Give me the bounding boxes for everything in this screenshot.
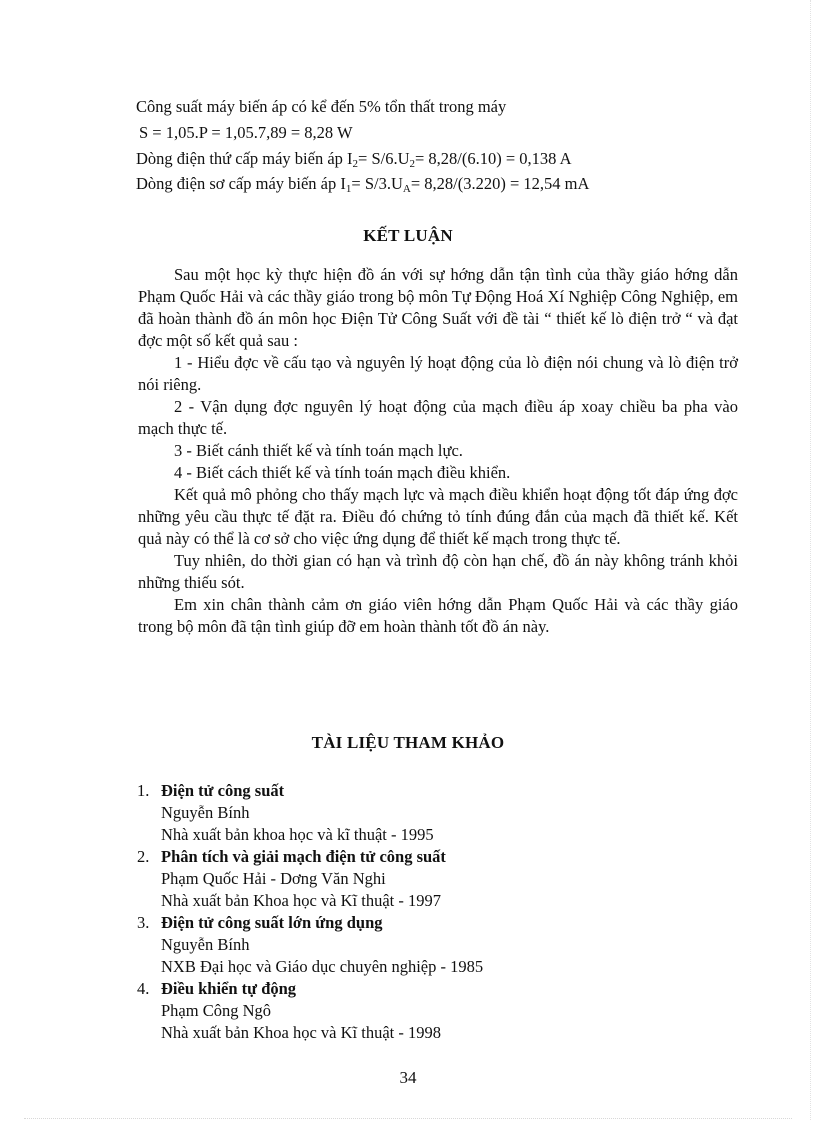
formula-text: = S/3.U: [351, 174, 403, 193]
page-right-divider: [810, 0, 811, 1120]
conclusion-paragraph: Tuy nhiên, do thời gian có hạn và trình độ còn hạn chế, đồ án này không tránh khỏi những thiếu sót.: [138, 551, 738, 592]
formula-power-description: Công suất máy biến áp có kể đến 5% tổn thất trong máy: [136, 97, 507, 116]
conclusion-paragraph: Sau một học kỳ thực hiện đồ án với sự hớng dẫn tận tình của thầy giáo hớng dẫn Phạm Quốc Hải và các thầy giáo trong bộ môn Tự Động Hoá Xí Nghiệp Công Nghiệp, em đã hoàn thành đồ án môn học Điện Tử Công Suất với đề tài “ thiết kế lò điện trở “ và đạt đợc một số kết quả sau :: [138, 265, 738, 350]
reference-title: Điện tử công suất lớn ứng dụng: [161, 913, 383, 932]
reference-author: Phạm Công Ngô: [161, 1001, 272, 1020]
conclusion-heading: KẾT LUẬN: [363, 226, 453, 245]
formula-apparent-power: S = 1,05.P = 1,05.7,89 = 8,28 W: [139, 123, 353, 142]
conclusion-paragraph: 4 - Biết cách thiết kế và tính toán mạch điều khiển.: [174, 463, 511, 482]
reference-item: [137, 780, 737, 846]
formula-text: = S/6.U: [358, 149, 410, 168]
formula-text: Dòng điện thứ cấp máy biến áp I: [136, 149, 353, 168]
reference-author: Nguyễn Bính: [161, 935, 250, 954]
reference-author: Nguyễn Bính: [161, 803, 250, 822]
formula-secondary-current: [136, 148, 746, 170]
formula-text: = 8,28/(3.220) = 12,54 mA: [410, 174, 590, 193]
formula-subscript: A: [402, 183, 411, 195]
reference-number: 2.: [137, 847, 150, 866]
references-heading: TÀI LIỆU THAM KHẢO: [311, 733, 505, 752]
conclusion-body: [138, 264, 738, 638]
page-number: 34: [399, 1068, 417, 1087]
reference-title: Điện tử công suất: [161, 781, 285, 800]
formula-text: = 8,28/(6.10) = 0,138 A: [415, 149, 572, 168]
conclusion-paragraph: Kết quả mô phỏng cho thấy mạch lực và mạch điều khiển hoạt động tốt đáp ứng đợc những yêu cầu thực tế đặt ra. Điều đó chứng tỏ tính đúng đắn của mạch đã thiết kế. Kết quả này có thể là cơ sở cho việc ứng dụng để thiết kế mạch trong thực tế.: [138, 485, 738, 548]
reference-author: Phạm Quốc Hải - Dơng Văn Nghi: [161, 869, 386, 888]
reference-publisher: Nhà xuất bản Khoa học và Kĩ thuật - 1997: [161, 891, 441, 910]
reference-item: [137, 846, 737, 912]
formula-subscript: 1: [345, 183, 352, 195]
conclusion-paragraph: Em xin chân thành cảm ơn giáo viên hớng dẫn Phạm Quốc Hải và các thầy giáo trong bộ môn đã tận tình giúp đỡ em hoàn thành tốt đồ án này.: [138, 595, 738, 636]
reference-item: [137, 912, 737, 978]
conclusion-paragraph: 3 - Biết cánh thiết kế và tính toán mạch lực.: [174, 441, 463, 460]
reference-number: 3.: [137, 913, 150, 932]
references-list: [137, 780, 737, 1044]
reference-title: Điều khiển tự động: [161, 979, 297, 998]
reference-item: [137, 978, 737, 1044]
page-bottom-divider: [24, 1118, 792, 1119]
reference-publisher: Nhà xuất bản khoa học và kĩ thuật - 1995: [161, 825, 434, 844]
reference-title: Phân tích và giải mạch điện tử công suất: [161, 847, 446, 866]
formula-text: Dòng điện sơ cấp máy biến áp I: [136, 174, 346, 193]
conclusion-paragraph: 2 - Vận dụng đợc nguyên lý hoạt động của mạch điều áp xoay chiều ba pha vào mạch thực tế.: [138, 397, 738, 438]
formula-subscript: 2: [352, 158, 359, 170]
reference-number: 1.: [137, 781, 150, 800]
formula-primary-current: [136, 173, 746, 195]
conclusion-paragraph: 1 - Hiểu đợc về cấu tạo và nguyên lý hoạt động của lò điện nói chung và lò điện trở nói riêng.: [138, 353, 738, 394]
reference-publisher: Nhà xuất bản Khoa học và Kĩ thuật - 1998: [161, 1023, 441, 1042]
reference-number: 4.: [137, 979, 150, 998]
reference-publisher: NXB Đại học và Giáo dục chuyên nghiệp - 1985: [161, 957, 484, 976]
formula-subscript: 2: [409, 158, 415, 170]
